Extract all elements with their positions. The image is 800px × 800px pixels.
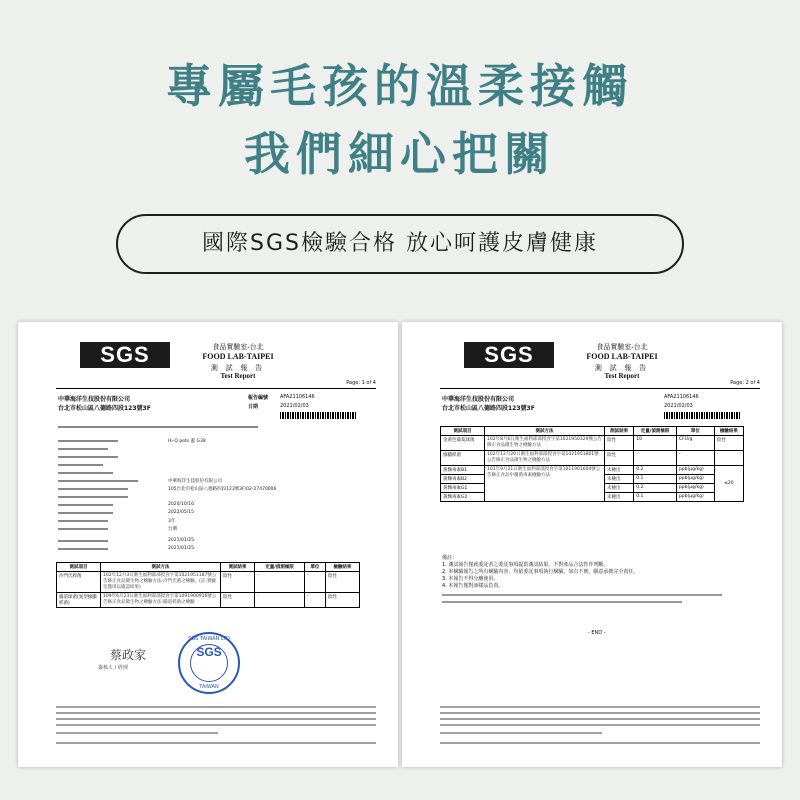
client-company: 中華海洋生技股份有限公司 (58, 396, 131, 403)
table-row (57, 593, 360, 608)
lab-name-cn: 食品實驗室-台北 (212, 343, 264, 351)
col-header: 檢驗結果 (325, 563, 359, 572)
test-item: 黃麴毒素B2 (441, 475, 485, 484)
contact-address: 105台北市松山區八德路四段123號3F/02-27470006 (168, 487, 277, 492)
test-unit: - (676, 451, 714, 466)
field-label (58, 512, 113, 514)
footer-line (56, 742, 376, 744)
field-label (58, 456, 118, 458)
table-row (441, 451, 744, 466)
field-label (58, 488, 128, 490)
test-item: 黃麴毒素G1 (441, 484, 485, 493)
field-label (58, 464, 103, 466)
divider (56, 388, 376, 389)
test-method: 102年12月20日衛生福利部部授食字第1021951801號公告修正食品微生物之檢驗方法 (485, 451, 605, 466)
signer-title: 簽核人 / 經理 (98, 665, 128, 671)
lab-name-en: FOOD LAB-TAIPEI (202, 352, 274, 361)
fine-print-line (56, 706, 376, 708)
fine-print-line (58, 426, 258, 428)
test-unit: CFU/g (676, 436, 714, 451)
page-number: Page: 2 of 4 (730, 380, 760, 386)
fine-print-line (440, 718, 760, 720)
test-unit: ppb(μg/kg) (676, 493, 714, 502)
fine-print-line (56, 724, 376, 726)
note-item: 2. 本檢驗報告之所有檢驗內容，均依委託事項執行檢驗，如有不實，願意承擔完全責任。 (442, 569, 639, 575)
note-item: 3. 本報告不得分離使用。 (442, 576, 499, 582)
notes-heading: 備註： (442, 555, 458, 561)
test-verdict: 陰性 (325, 572, 359, 593)
col-header: 單位 (676, 427, 714, 436)
field-label (58, 504, 113, 506)
test-method: 102年12月3日衛生福利部部授食字第1021951187號公告修正食品微生物之檢驗方法-沙門氏菌之檢驗。(註:實驗室僅用以確認結果) (101, 572, 221, 593)
report-date: 2021/02/03 (280, 403, 309, 409)
lab-name-en: FOOD LAB-TAIPEI (586, 352, 658, 361)
lab-name-cn: 食品實驗室-台北 (596, 343, 648, 351)
page-number: Page: 1 of 4 (346, 380, 376, 386)
footer-line (440, 742, 760, 744)
client-company: 中華海洋生技股份有限公司 (442, 396, 515, 403)
table-row (441, 466, 744, 475)
client-address: 台北市松山區八德路四段123號3F (442, 405, 535, 412)
test-limit: - (255, 593, 305, 608)
headline-line-1: 專屬毛孩的溫柔接觸 (166, 59, 634, 113)
test-item: 黃麴毒素B1 (441, 466, 485, 475)
report-date: 2021/02/03 (664, 403, 693, 409)
test-item: 腸道球菌(異型綠膿桿菌) (57, 593, 101, 608)
fine-print-line (440, 724, 760, 726)
barcode (664, 412, 740, 419)
test-item: 金黃色葡萄球菌 (441, 436, 485, 451)
report-no: AFA21106146 (280, 394, 315, 400)
contact-company: 中華海洋生技股份有限公司 (168, 479, 222, 484)
field-label (58, 528, 108, 530)
field-label (58, 520, 108, 522)
col-header: 測試結果 (221, 563, 255, 572)
report-no: AFA21106146 (664, 394, 699, 400)
test-item: 沙門氏桿菌 (57, 572, 101, 593)
col-header: 檢驗結果 (714, 427, 743, 436)
sgs-certified-banner: 國際SGS檢驗合格 放心呵護皮膚健康 (116, 214, 684, 274)
note-item: 1. 測試報告僅就委託者之委託事項提供測試結果，不對產品合法性作判斷。 (442, 562, 609, 568)
test-method: 109年6月23日衛生福利部部授食字第1091900916號公告修正食品微生物之檢驗方法-腸道桿菌之檢驗 (101, 593, 221, 608)
fine-print-line (440, 706, 760, 708)
test-limit: 0.1 (634, 475, 677, 484)
test-unit: ppb(μg/kg) (676, 484, 714, 493)
test-result: 陰性 (605, 436, 634, 451)
origin: 台灣 (168, 527, 177, 532)
table-header-row (57, 563, 360, 572)
test-date: 2021/01/25 (168, 546, 194, 551)
test-verdict: - (714, 451, 743, 466)
test-report-page-2 (402, 322, 782, 767)
test-result: 陰性 (605, 451, 634, 466)
field-label (58, 496, 128, 498)
fine-print-line (56, 712, 376, 714)
sgs-logo: SGS (80, 342, 170, 368)
test-unit: ppb(μg/kg) (676, 475, 714, 484)
report-date-label: 日期 (248, 404, 259, 410)
test-unit: ppb(μg/kg) (676, 466, 714, 475)
test-result: 陰性 (221, 572, 255, 593)
test-result: 未檢出 (605, 466, 634, 475)
test-method: 102年8月6日衛生福利部部授食字第1021950329號公告修正食品微生物之檢驗方法 (485, 436, 605, 451)
test-result: 未檢出 (605, 484, 634, 493)
fine-print-line (440, 712, 760, 714)
test-limit: - (634, 451, 677, 466)
headline-line-2: 我們細心把關 (244, 127, 556, 181)
report-no-label: 報告編號 (248, 395, 269, 401)
barcode (280, 412, 356, 419)
table-header-row (441, 427, 744, 436)
test-verdict: ≤20 (714, 466, 743, 502)
field-label (58, 472, 113, 474)
signature-seal: 蔡政家 (110, 648, 147, 662)
field-label (58, 548, 108, 550)
test-unit: - (305, 593, 326, 608)
client-address: 台北市松山區八德路四段123號3F (58, 405, 151, 412)
test-limit: 0.2 (634, 466, 677, 475)
col-header: 測試項目 (57, 563, 101, 572)
expiry-date: 2022/05/15 (168, 510, 194, 515)
fine-print-line (56, 718, 376, 720)
note-item: 4. 本報告僅對該樣品負責。 (442, 583, 504, 589)
sample-name: Hi-Q pets 蓋 G38 (168, 439, 206, 444)
report-title-cn: 測 試 報 告 (210, 364, 266, 372)
manufacture-date: 2020/10/16 (168, 502, 194, 507)
field-label (58, 480, 138, 482)
report-title-en: Test Report (220, 372, 256, 380)
sgs-logo: SGS (464, 342, 554, 368)
test-limit: - (255, 572, 305, 593)
test-limit: 10 (634, 436, 677, 451)
divider (440, 388, 760, 389)
test-verdict: 陰性 (325, 593, 359, 608)
col-header: 測試項目 (441, 427, 485, 436)
test-item: 綠膿桿菌 (441, 451, 485, 466)
col-header: 單位 (305, 563, 326, 572)
received-date: 2021/01/25 (168, 538, 194, 543)
table-row (441, 436, 744, 451)
test-verdict: 陰性 (714, 436, 743, 451)
sgs-stamp: SGS TAIWAN LTD SGS TAIWAN (178, 632, 240, 694)
field-label (58, 448, 108, 450)
test-limit: 0.2 (634, 484, 677, 493)
report-title-en: Test Report (604, 372, 640, 380)
col-header: 測試方法 (485, 427, 605, 436)
field-label (58, 440, 118, 442)
results-table (56, 562, 360, 608)
fine-print-line (442, 601, 682, 603)
fine-print-line (442, 594, 722, 596)
table-row (57, 572, 360, 593)
col-header: 定量/偵測極限 (634, 427, 677, 436)
test-unit: - (305, 572, 326, 593)
results-table (440, 426, 744, 502)
field-label (58, 540, 108, 542)
notes-section (442, 554, 742, 608)
report-title-cn: 測 試 報 告 (594, 364, 650, 372)
test-result: 未檢出 (605, 493, 634, 502)
col-header: 測試結果 (605, 427, 634, 436)
test-result: 未檢出 (605, 475, 634, 484)
end-marker: - END - (588, 630, 606, 636)
col-header: 測試方法 (101, 563, 221, 572)
fine-print-line (56, 732, 218, 734)
col-header: 定量/偵測極限 (255, 563, 305, 572)
test-result: 陰性 (221, 593, 255, 608)
test-limit: 0.1 (634, 493, 677, 502)
fine-print-line (440, 732, 602, 734)
shelf-life: 3年 (168, 519, 176, 524)
test-item: 黃麴毒素G2 (441, 493, 485, 502)
test-method: 101年9月21日衛生福利部部授食字第1011901604號公告修正食品中黴菌毒素檢驗方法 (485, 466, 605, 502)
test-report-page-1 (18, 322, 398, 767)
